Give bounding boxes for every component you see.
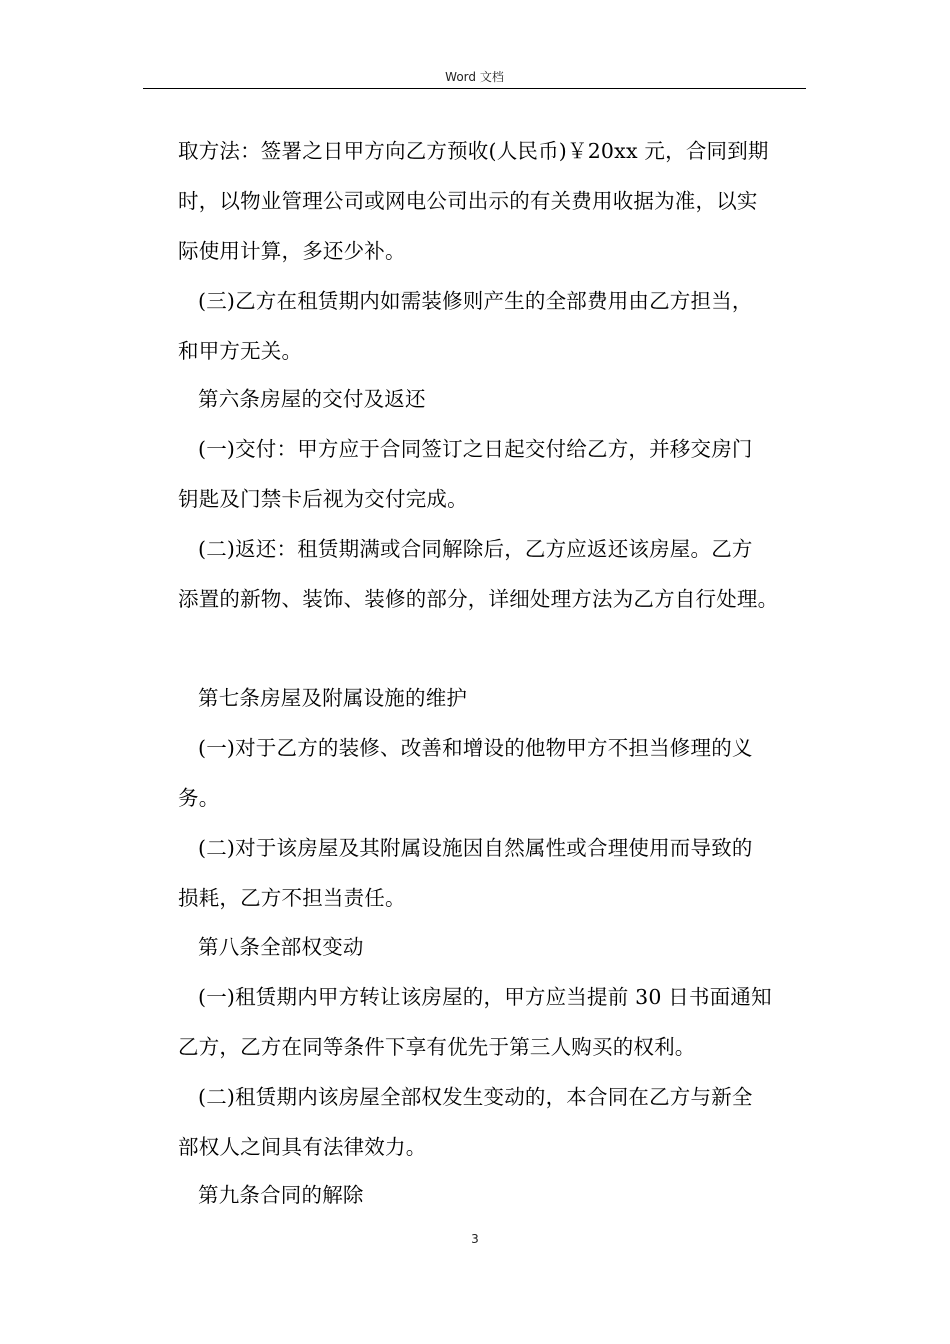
section-heading: 第七条房屋及附属设施的维护 [198,686,468,710]
page-number: 3 [471,1232,479,1246]
text-line: 务。 [178,786,220,810]
section-heading: 第九条合同的解除 [198,1183,364,1207]
text-line: (二)对于该房屋及其附属设施因自然属性或合理使用而导致的 [198,836,753,860]
text-line: 际使用计算，多还少补。 [178,239,406,263]
text-line: (二)租赁期内该房屋全部权发生变动的，本合同在乙方与新全 [198,1085,753,1109]
text-line: 乙方，乙方在同等条件下享有优先于第三人购买的权利。 [178,1035,696,1059]
text-line: (三)乙方在租赁期内如需装修则产生的全部费用由乙方担当， [198,289,753,313]
header-title: Word 文档 [445,70,504,84]
text-line: (一)交付：甲方应于合同签订之日起交付给乙方，并移交房门 [198,437,753,461]
text-line: (一)对于乙方的装修、改善和增设的他物甲方不担当修理的义 [198,736,753,760]
text-line: 钥匙及门禁卡后视为交付完成。 [178,487,468,511]
text-line: 添置的新物、装饰、装修的部分，详细处理方法为乙方自行处理。 [178,587,779,611]
text-line: (二)返还：租赁期满或合同解除后，乙方应返还该房屋。乙方 [198,537,753,561]
section-heading: 第八条全部权变动 [198,935,364,959]
section-heading: 第六条房屋的交付及返还 [198,387,426,411]
text-line: 取方法：签署之日甲方向乙方预收(人民币)￥20xx 元，合同到期 [178,139,769,163]
text-line: 损耗，乙方不担当责任。 [178,886,406,910]
text-line: (一)租赁期内甲方转让该房屋的，甲方应当提前 30 日书面通知 [198,985,772,1009]
text-line: 时，以物业管理公司或网电公司出示的有关费用收据为准，以实 [178,189,758,213]
page-header [143,66,806,89]
text-line: 部权人之间具有法律效力。 [178,1135,427,1159]
text-line: 和甲方无关。 [178,339,303,363]
